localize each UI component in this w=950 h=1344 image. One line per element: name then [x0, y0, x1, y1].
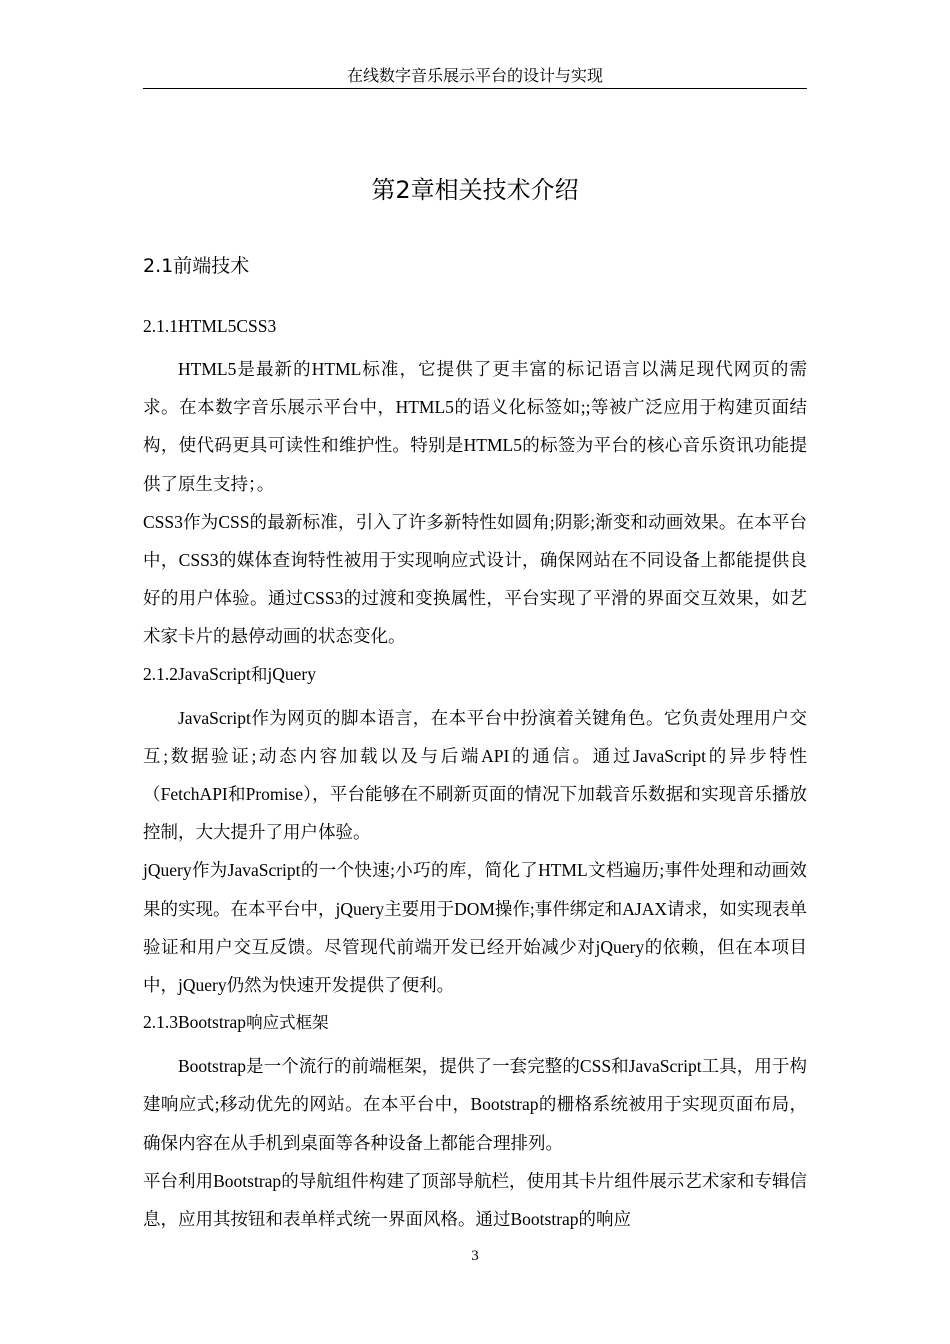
paragraph-bootstrap: Bootstrap是一个流行的前端框架，提供了一套完整的CSS和JavaScript工具，用于构建响应式;移动优先的网站。在本平台中，Bootstrap的栅格系统被用于实现页面布局，确保内容在从手机到桌面等各种设备上都能合理排列。: [143, 1056, 807, 1153]
subsection-title-2-1-2-cjk: 和: [250, 664, 268, 684]
subsection-title-2-1-1: 2.1.1HTML5CSS3: [143, 316, 277, 336]
paragraph-javascript: JavaScript作为网页的脚本语言，在本平台中扮演着关键角色。它负责处理用户交互;数据验证;动态内容加载以及与后端API的通信。通过JavaScript的异步特性（FetchAPI和Promise），平台能够在不刷新页面的情况下加载音乐数据和实现音乐播放控制，大大提升了用户体验。: [143, 707, 807, 843]
page-number: 3: [471, 1248, 479, 1264]
subsection-title-2-1-3-prefix: 2.1.3Bootstrap: [143, 1012, 247, 1033]
subsection-title-2-1-2: [143, 659, 807, 690]
running-header: 在线数字音乐展示平台的设计与实现: [346, 68, 603, 85]
page-body: [143, 170, 807, 1238]
chapter-title: 第2章相关技术介绍: [371, 176, 579, 204]
paragraph-jquery: jQuery作为JavaScript的一个快速;小巧的库，简化了HTML文档遍历;事件处理和动画效果的实现。在本平台中，jQuery主要用于DOM操作;事件绑定和AJAX请求，如实现表单验证和用户交互反馈。尽管现代前端开发已经开始减少对jQuery的依赖，但在本项目中，jQuery仍然为快速开发提供了便利。: [143, 860, 808, 996]
section-title-2-1: 2.1前端技术: [143, 255, 250, 277]
subsection-title-2-1-2-suffix: jQuery: [267, 663, 317, 684]
paragraph-bootstrap-components: 平台利用Bootstrap的导航组件构建了顶部导航栏，使用其卡片组件展示艺术家和专辑信息，应用其按钮和表单样式统一界面风格。通过Bootstrap的响应: [143, 1170, 807, 1230]
subsection-title-2-1-3-cjk: 响应式框架: [246, 1013, 329, 1033]
subsection-title-2-1-3: [143, 1007, 807, 1038]
header-rule: [143, 88, 807, 89]
paragraph-html5: HTML5是最新的HTML标准，它提供了更丰富的标记语言以满足现代网页的需求。在本数字音乐展示平台中，HTML5的语义化标签如;;等被广泛应用于构建页面结构，使代码更具可读性和维护性。特别是HTML5的标签为平台的核心音乐资讯功能提供了原生支持；。: [143, 359, 807, 494]
paragraph-css3: CSS3作为CSS的最新标准，引入了许多新特性如圆角;阴影;渐变和动画效果。在本平台中，CSS3的媒体查询特性被用于实现响应式设计，确保网站在不同设备上都能提供良好的用户体验。通过CSS3的过渡和变换属性，平台实现了平滑的界面交互效果，如艺术家卡片的悬停动画的状态变化。: [143, 511, 807, 647]
subsection-title-2-1-2-prefix: 2.1.2JavaScript: [143, 663, 251, 684]
